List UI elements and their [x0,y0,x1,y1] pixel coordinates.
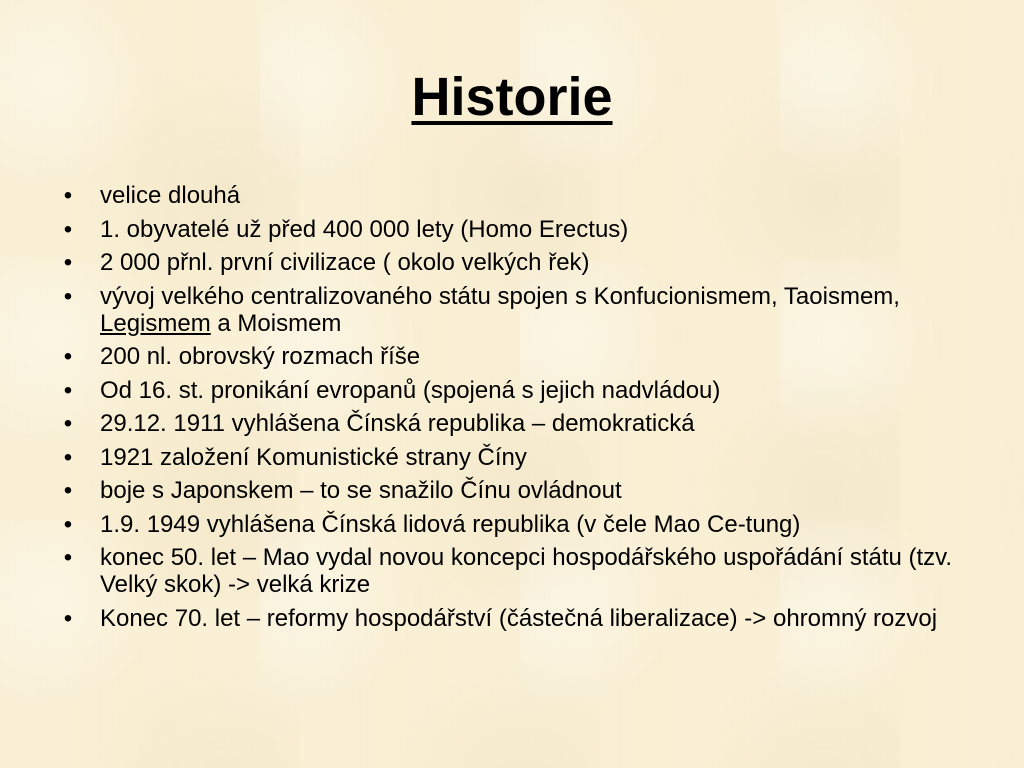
bullet-item [58,249,958,276]
bullet-item [58,216,958,243]
bullet-item [58,343,958,370]
bullet-item [58,377,958,404]
bullet-text: konec 50. let – Mao vydal novou koncepci hospodářského uspořádání státu (tzv. Velký skok) -> velká krize [100,544,953,598]
bullet-icon: • [63,510,73,538]
bullet-icon: • [63,443,73,471]
bullet-text: Od 16. st. pronikání evropanů (spojená s jejich nadvládou) [100,376,721,404]
bullet-text-before-link: vývoj velkého centralizovaného státu spojen s Konfucionismem, Taoismem, [100,282,900,310]
bullet-text: Konec 70. let – reformy hospodářství (částečná liberalizace) -> ohromný rozvoj [100,604,938,632]
bullet-icon: • [63,410,73,437]
bullet-item [58,477,958,504]
bullet-text: velice dlouhá [100,182,241,209]
bullet-text-after-link: a Moismem [210,309,342,337]
bullet-item [58,605,958,632]
bullet-icon: • [63,282,73,310]
bullet-text: 29.12. 1911 vyhlášena Čínská republika – demokratická [100,410,695,437]
bullet-icon: • [63,343,73,370]
legismem-link[interactable]: Legismem [100,309,211,337]
bullet-text: boje s Japonskem – to se snažilo Čínu ovládnout [100,477,622,504]
bullet-item [58,511,958,538]
bullet-icon: • [63,249,73,276]
bullet-item [58,410,958,437]
bullet-item [58,544,958,598]
bullet-text: 1. obyvatelé už před 400 000 lety (Homo Erectus) [100,215,629,243]
bullet-text: 1921 založení Komunistické strany Číny [100,443,527,471]
bullet-item [58,283,958,337]
bullet-icon: • [63,182,73,209]
bullet-icon: • [63,604,73,632]
bullet-icon: • [63,477,73,504]
bullet-icon: • [63,376,73,404]
bullet-item [58,444,958,471]
bullet-icon: • [63,215,73,243]
bullet-text: 2 000 přnl. první civilizace ( okolo velkých řek) [100,249,590,276]
slide-title-text: Historie [411,67,613,127]
bullet-list [58,182,958,638]
bullet-item [58,182,958,209]
bullet-text: 200 nl. obrovský rozmach říše [100,343,421,370]
bullet-icon: • [63,544,73,571]
bullet-text: 1.9. 1949 vyhlášena Čínská lidová republika (v čele Mao Ce-tung) [100,510,801,538]
slide-title [0,62,1024,132]
